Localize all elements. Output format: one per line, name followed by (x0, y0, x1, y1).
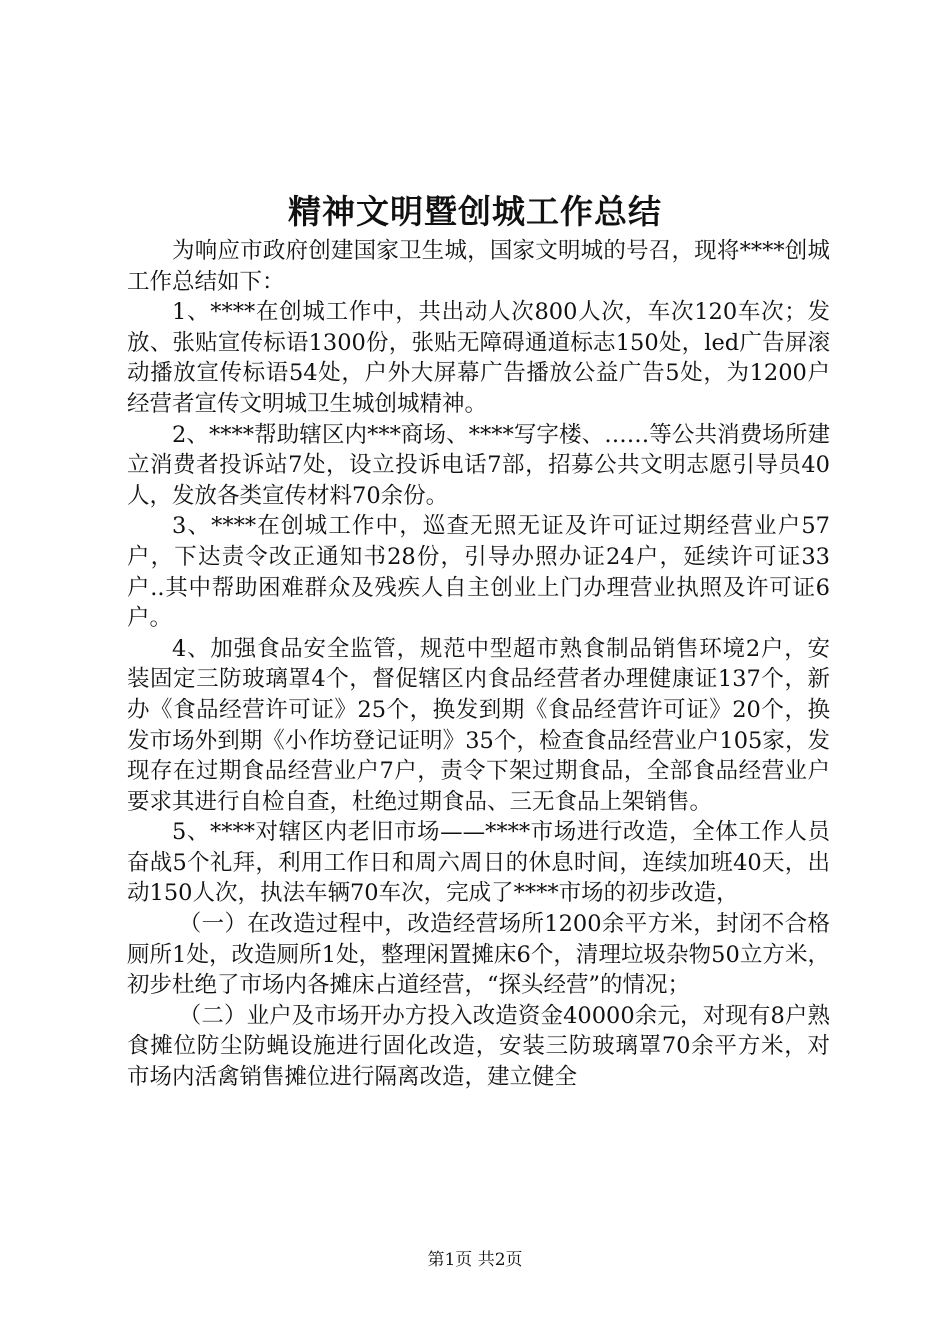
paragraph-sub-2: （二）业户及市场开办方投入改造资金40000余元，对现有8户熟食摊位防尘防蝇设施进行固化改造，安装三防玻璃罩70余平方米，对市场内活禽销售摊位进行隔离改造，建立健全 (127, 1002, 830, 1091)
paragraph-item-1: 1、****在创城工作中，共出动人次800人次，车次120车次；发放、张贴宣传标语1300份，张贴无障碍通道标志150处，led广告屏滚动播放宣传标语54处，户外大屏幕广告播放公益广告5处，为1200户经营者宣传文明城卫生城创城精神。 (127, 299, 830, 417)
page-footer: 第1页 共2页 (427, 1250, 523, 1270)
document-title: 精神文明暨创城工作总结 (288, 192, 662, 231)
paragraph-item-3: 3、****在创城工作中，巡查无照无证及许可证过期经营业户57户，下达责令改正通知书28份，引导办照办证24户，延续许可证33户..其中帮助困难群众及残疾人自主创业上门办理营业执照及许可证6户。 (127, 513, 830, 632)
document-body (127, 236, 830, 1093)
paragraph-item-4: 4、加强食品安全监管，规范中型超市熟食制品销售环境2户，安装固定三防玻璃罩4个，督促辖区内食品经营者办理健康证137个，新办《食品经营许可证》25个，换发到期《食品经营许可证》20个，换发市场外到期《小作坊登记证明》35个，检查食品经营业户105家，发现存在过期食品经营业户7户，责令下架过期食品，全部食品经营业户要求其进行自检自查，杜绝过期食品、三无食品上架销售。 (127, 635, 830, 815)
paragraph-sub-1: （一）在改造过程中，改造经营场所1200余平方米，封闭不合格厕所1处，改造厕所1处，整理闲置摊床6个，清理垃圾杂物50立方米，初步杜绝了市场内各摊床占道经营，“探头经营”的情况； (127, 911, 830, 999)
paragraph-intro: 为响应市政府创建国家卫生城，国家文明城的号召，现将****创城工作总结如下： (127, 238, 830, 295)
paragraph-item-2: 2、****帮助辖区内***商场、****写字楼、……等公共消费场所建立消费者投诉站7处，设立投诉电话7部，招募公共文明志愿引导员40人，发放各类宣传材料70余份。 (127, 421, 830, 509)
paragraph-item-5: 5、****对辖区内老旧市场——****市场进行改造，全体工作人员奋战5个礼拜，利用工作日和周六周日的休息时间，连续加班40天，出动150人次，执法车辆70车次，完成了****市场的初步改造， (127, 819, 830, 907)
